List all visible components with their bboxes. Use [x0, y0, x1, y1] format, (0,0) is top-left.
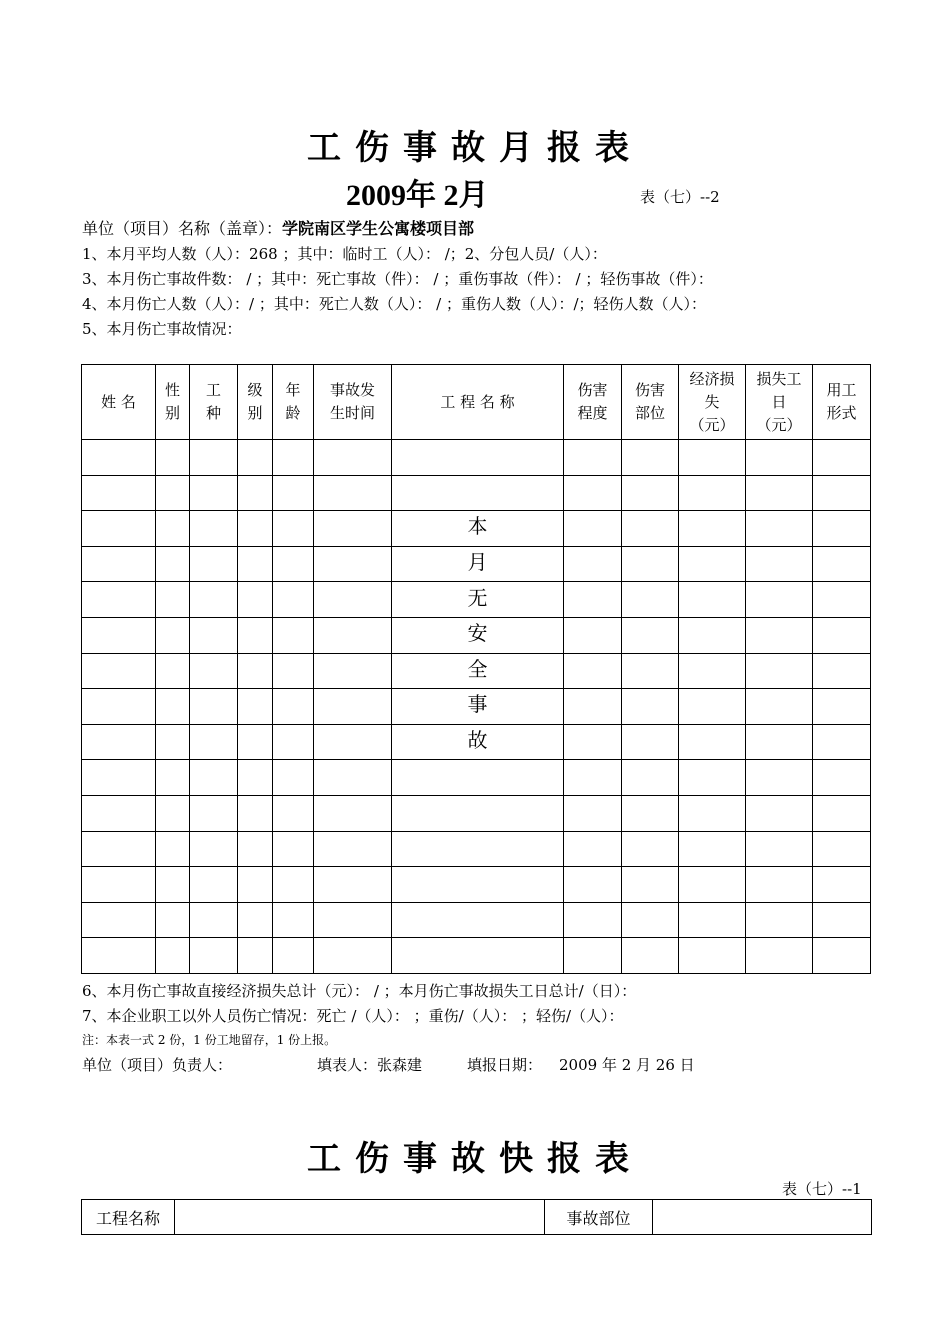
table-cell[interactable] — [314, 760, 392, 796]
table-cell[interactable] — [564, 902, 622, 938]
table-cell[interactable] — [813, 831, 871, 867]
table-cell[interactable] — [564, 760, 622, 796]
table-cell[interactable] — [238, 689, 273, 725]
column-header — [238, 365, 273, 440]
table-cell[interactable] — [679, 867, 746, 903]
no-accident-char: 故 — [467, 728, 488, 753]
period-year-unit: 年 — [406, 178, 436, 213]
table-cell[interactable] — [314, 795, 392, 831]
table-cell[interactable] — [273, 760, 314, 796]
column-header-text: 日 — [771, 392, 787, 411]
table-cell[interactable] — [679, 689, 746, 725]
table-row — [82, 938, 871, 974]
table-cell[interactable] — [156, 546, 190, 582]
table-cell[interactable] — [679, 582, 746, 618]
table-cell[interactable] — [190, 760, 238, 796]
table-cell[interactable] — [622, 689, 679, 725]
table-cell[interactable] — [190, 440, 238, 476]
table-cell[interactable] — [190, 689, 238, 725]
copies-note: 注：本表一式 2 份，1 份工地留存，1 份上报。 — [82, 1033, 337, 1047]
table-cell[interactable] — [746, 902, 813, 938]
table-cell[interactable] — [190, 938, 238, 974]
table-cell[interactable] — [273, 902, 314, 938]
table-row — [82, 902, 871, 938]
table-cell[interactable] — [273, 795, 314, 831]
table-header-row — [82, 365, 871, 440]
table-cell[interactable] — [813, 546, 871, 582]
table-cell[interactable] — [622, 475, 679, 511]
table-cell[interactable] — [392, 795, 564, 831]
table-cell[interactable] — [746, 653, 813, 689]
table-cell[interactable] — [273, 653, 314, 689]
table-cell[interactable] — [564, 582, 622, 618]
table-cell[interactable] — [813, 511, 871, 547]
table-cell[interactable] — [813, 582, 871, 618]
table-row — [82, 867, 871, 903]
table-row — [82, 440, 871, 476]
table-cell[interactable] — [622, 831, 679, 867]
table-cell[interactable] — [238, 902, 273, 938]
fill-date-value: 2009 年 2 月 26 日 — [559, 1056, 695, 1074]
table-cell[interactable] — [679, 902, 746, 938]
no-accident-char: 本 — [467, 514, 488, 539]
table-cell[interactable] — [238, 617, 273, 653]
table-cell[interactable] — [314, 724, 392, 760]
table-cell[interactable] — [564, 938, 622, 974]
no-accident-char: 全 — [467, 656, 488, 681]
table-cell[interactable] — [622, 938, 679, 974]
table-cell[interactable] — [314, 653, 392, 689]
column-header-text: 龄 — [285, 404, 301, 422]
table-cell[interactable] — [564, 511, 622, 547]
table-cell[interactable] — [314, 475, 392, 511]
table-cell[interactable] — [392, 440, 564, 476]
no-accident-char: 安 — [467, 621, 488, 646]
table-cell[interactable] — [314, 902, 392, 938]
table-cell[interactable] — [746, 795, 813, 831]
column-header-text: 姓 名 — [101, 392, 136, 411]
table-cell[interactable] — [622, 902, 679, 938]
table-cell[interactable] — [679, 938, 746, 974]
table-cell[interactable] — [392, 724, 564, 760]
column-header — [190, 365, 238, 440]
table-cell[interactable] — [314, 689, 392, 725]
table-cell[interactable] — [813, 724, 871, 760]
table-cell[interactable] — [82, 795, 156, 831]
table-cell[interactable] — [679, 653, 746, 689]
table-cell[interactable] — [813, 938, 871, 974]
project-name-label: 工程名称 — [82, 1200, 175, 1235]
table-cell[interactable] — [156, 440, 190, 476]
table-cell[interactable] — [392, 653, 564, 689]
table-cell[interactable] — [82, 938, 156, 974]
accident-location-field[interactable] — [653, 1200, 872, 1235]
table-cell[interactable] — [82, 617, 156, 653]
table-cell[interactable] — [156, 902, 190, 938]
table-cell[interactable] — [190, 724, 238, 760]
table-cell[interactable] — [564, 475, 622, 511]
table-cell[interactable] — [82, 760, 156, 796]
table-cell[interactable] — [564, 689, 622, 725]
column-header-text: 年 — [285, 381, 301, 399]
table-cell[interactable] — [273, 831, 314, 867]
table-cell[interactable] — [622, 617, 679, 653]
table-cell[interactable] — [238, 582, 273, 618]
column-header-text: 事故发 — [329, 381, 375, 399]
table-cell[interactable] — [238, 475, 273, 511]
column-header — [82, 365, 156, 440]
fill-date-label: 填报日期： — [467, 1056, 543, 1074]
column-header-text: 级 — [247, 381, 263, 399]
table-cell[interactable] — [238, 795, 273, 831]
table-cell[interactable] — [273, 689, 314, 725]
table-cell[interactable] — [564, 795, 622, 831]
table-cell[interactable] — [156, 475, 190, 511]
column-header — [392, 365, 564, 440]
table-cell[interactable] — [238, 440, 273, 476]
table-cell[interactable] — [156, 938, 190, 974]
table-cell[interactable] — [679, 440, 746, 476]
table-row — [82, 760, 871, 796]
table-cell[interactable] — [238, 760, 273, 796]
table-cell[interactable] — [564, 617, 622, 653]
column-header-text: （元） — [756, 415, 802, 434]
table-cell[interactable] — [392, 867, 564, 903]
column-header — [314, 365, 392, 440]
economic-loss-line: 6、本月伤亡事故直接经济损失总计（元）： / ；本月伤亡事故损失工日总计/（日）： — [82, 982, 637, 1000]
table-cell[interactable] — [156, 867, 190, 903]
table-cell[interactable] — [156, 582, 190, 618]
unit-name-value: 学院南区学生公寓楼项目部 — [282, 219, 475, 238]
table-cell[interactable] — [82, 902, 156, 938]
responsible-person-label: 单位（项目）负责人： — [82, 1056, 233, 1074]
table-cell[interactable] — [190, 902, 238, 938]
table-cell[interactable] — [622, 653, 679, 689]
table-cell[interactable] — [746, 511, 813, 547]
table-cell[interactable] — [156, 653, 190, 689]
table-cell[interactable] — [190, 511, 238, 547]
table-cell[interactable] — [392, 617, 564, 653]
table-cell[interactable] — [622, 867, 679, 903]
table-cell[interactable] — [238, 724, 273, 760]
table-cell[interactable] — [746, 582, 813, 618]
period-year: 2009 — [346, 179, 406, 212]
monthly-form-number: 表（七）--2 — [640, 188, 720, 206]
table-cell[interactable] — [314, 440, 392, 476]
table-cell[interactable] — [392, 902, 564, 938]
table-cell[interactable] — [564, 653, 622, 689]
column-header — [156, 365, 190, 440]
monthly-report-title: 工伤事故月报表 — [307, 128, 643, 168]
column-header — [273, 365, 314, 440]
casualty-count-line: 4、本月伤亡人数（人）：/ ；其中：死亡人数（人）： / ；重伤人数（人）：/；轻伤人数（人）： — [82, 295, 707, 313]
period-month-unit: 月 — [458, 178, 489, 213]
table-cell[interactable] — [190, 831, 238, 867]
table-cell[interactable] — [82, 475, 156, 511]
table-cell[interactable] — [679, 760, 746, 796]
table-cell[interactable] — [746, 760, 813, 796]
table-cell[interactable] — [622, 795, 679, 831]
no-accident-char: 事 — [467, 692, 488, 717]
column-header — [679, 365, 746, 440]
table-cell[interactable] — [314, 831, 392, 867]
table-cell[interactable] — [679, 617, 746, 653]
unit-name-label: 单位（项目）名称（盖章）： — [82, 219, 283, 238]
table-cell[interactable] — [564, 724, 622, 760]
table-cell[interactable] — [82, 689, 156, 725]
table-cell[interactable] — [679, 475, 746, 511]
table-cell[interactable] — [746, 689, 813, 725]
table-cell[interactable] — [622, 582, 679, 618]
table-cell[interactable] — [622, 724, 679, 760]
quick-report-title: 工伤事故快报表 — [307, 1139, 643, 1179]
table-cell[interactable] — [813, 795, 871, 831]
table-cell[interactable] — [813, 689, 871, 725]
table-cell[interactable] — [273, 546, 314, 582]
table-cell[interactable] — [156, 724, 190, 760]
table-cell[interactable] — [82, 653, 156, 689]
table-cell[interactable] — [392, 831, 564, 867]
table-cell[interactable] — [273, 938, 314, 974]
table-row — [82, 475, 871, 511]
table-cell[interactable] — [190, 546, 238, 582]
table-cell[interactable] — [238, 546, 273, 582]
table-cell[interactable] — [746, 475, 813, 511]
table-cell[interactable] — [564, 831, 622, 867]
table-row — [82, 546, 871, 582]
table-row — [82, 511, 871, 547]
filler-label: 填表人：张森建 — [317, 1056, 423, 1074]
table-cell[interactable] — [238, 938, 273, 974]
table-cell[interactable] — [273, 867, 314, 903]
table-cell[interactable] — [746, 831, 813, 867]
column-header — [564, 365, 622, 440]
table-cell[interactable] — [238, 511, 273, 547]
table-cell[interactable] — [314, 511, 392, 547]
table-cell[interactable] — [622, 440, 679, 476]
column-header-text: 用工 — [826, 381, 857, 399]
table-cell[interactable] — [273, 440, 314, 476]
table-cell[interactable] — [82, 546, 156, 582]
table-cell[interactable] — [190, 795, 238, 831]
column-header-text: 性 — [164, 381, 180, 399]
column-header — [622, 365, 679, 440]
table-cell[interactable] — [82, 867, 156, 903]
column-header-text: 伤害 — [577, 381, 608, 399]
table-cell[interactable] — [156, 795, 190, 831]
table-cell[interactable] — [679, 831, 746, 867]
table-cell[interactable] — [82, 831, 156, 867]
column-header — [813, 365, 871, 440]
accident-location-label: 事故部位 — [545, 1200, 653, 1235]
table-cell[interactable] — [746, 440, 813, 476]
average-headcount-line: 1、本月平均人数（人）：268 ；其中：临时工（人）： /；2、分包人员/（人）： — [82, 245, 607, 263]
report-period — [346, 170, 489, 214]
table-cell[interactable] — [622, 511, 679, 547]
table-cell[interactable] — [314, 582, 392, 618]
column-header-text: 形式 — [826, 404, 857, 422]
table-cell[interactable] — [190, 617, 238, 653]
accident-situation-line: 5、本月伤亡事故情况： — [82, 320, 242, 338]
table-cell[interactable] — [273, 511, 314, 547]
table-row — [82, 831, 871, 867]
table-cell[interactable] — [82, 511, 156, 547]
table-cell[interactable] — [622, 760, 679, 796]
table-cell[interactable] — [156, 511, 190, 547]
column-header-text: 经济损 — [689, 369, 735, 388]
table-cell[interactable] — [314, 938, 392, 974]
column-header-text: 损失工 — [756, 369, 802, 388]
table-cell[interactable] — [813, 867, 871, 903]
table-cell[interactable] — [392, 511, 564, 547]
table-cell[interactable] — [273, 617, 314, 653]
period-month: 2 — [443, 179, 459, 212]
table-cell[interactable] — [746, 867, 813, 903]
table-cell[interactable] — [82, 724, 156, 760]
table-cell[interactable] — [156, 831, 190, 867]
table-cell[interactable] — [392, 938, 564, 974]
accident-count-line: 3、本月伤亡事故件数： / ；其中：死亡事故（件）： / ；重伤事故（件）： / ；轻伤事故（件）： — [82, 270, 713, 288]
no-accident-char: 无 — [467, 585, 488, 610]
table-cell[interactable] — [813, 760, 871, 796]
accident-table — [81, 364, 871, 974]
table-cell[interactable] — [392, 689, 564, 725]
table-cell[interactable] — [622, 546, 679, 582]
table-cell[interactable] — [813, 440, 871, 476]
table-row — [82, 689, 871, 725]
table-cell[interactable] — [813, 653, 871, 689]
no-accident-char: 月 — [467, 550, 488, 575]
table-cell[interactable] — [564, 546, 622, 582]
non-employee-casualty-line: 7、本企业职工以外人员伤亡情况：死亡 /（人）： ；重伤/（人）： ；轻伤/（人）： — [82, 1007, 624, 1025]
table-cell[interactable] — [746, 724, 813, 760]
table-cell[interactable] — [273, 724, 314, 760]
column-header — [746, 365, 813, 440]
table-cell[interactable] — [238, 867, 273, 903]
table-cell[interactable] — [564, 440, 622, 476]
table-row — [82, 724, 871, 760]
quick-report-table — [81, 1199, 872, 1235]
quick-form-number: 表（七）--1 — [782, 1180, 862, 1198]
table-cell[interactable] — [392, 546, 564, 582]
column-header-text: 种 — [205, 404, 221, 422]
column-header-text: 部位 — [634, 404, 665, 422]
column-header-text: 伤害 — [634, 381, 665, 399]
column-header-text: 工 — [205, 381, 221, 399]
table-cell[interactable] — [190, 582, 238, 618]
table-cell[interactable] — [314, 546, 392, 582]
table-cell[interactable] — [392, 760, 564, 796]
unit-name-line — [82, 216, 474, 239]
table-cell[interactable] — [238, 653, 273, 689]
column-header-text: 工 程 名 称 — [440, 392, 515, 411]
table-cell[interactable] — [273, 475, 314, 511]
table-row — [82, 617, 871, 653]
table-row — [82, 795, 871, 831]
table-cell[interactable] — [273, 582, 314, 618]
table-cell[interactable] — [564, 867, 622, 903]
column-header-text: 失 — [704, 392, 720, 411]
project-name-field[interactable] — [175, 1200, 545, 1235]
table-cell[interactable] — [679, 795, 746, 831]
table-cell[interactable] — [190, 653, 238, 689]
table-cell[interactable] — [156, 689, 190, 725]
table-row — [82, 582, 871, 618]
table-cell[interactable] — [314, 617, 392, 653]
table-cell[interactable] — [190, 867, 238, 903]
table-cell[interactable] — [813, 902, 871, 938]
column-header-text: 别 — [164, 404, 180, 422]
table-cell[interactable] — [156, 617, 190, 653]
table-row — [82, 653, 871, 689]
table-cell[interactable] — [82, 582, 156, 618]
table-cell[interactable] — [746, 938, 813, 974]
table-cell[interactable] — [746, 546, 813, 582]
table-cell[interactable] — [190, 475, 238, 511]
column-header-text: 程度 — [577, 404, 608, 422]
table-cell[interactable] — [813, 617, 871, 653]
table-cell[interactable] — [392, 582, 564, 618]
table-cell[interactable] — [82, 440, 156, 476]
table-cell[interactable] — [314, 867, 392, 903]
column-header-text: 别 — [247, 404, 263, 422]
table-cell[interactable] — [238, 831, 273, 867]
table-cell[interactable] — [679, 546, 746, 582]
column-header-text: （元） — [689, 415, 735, 434]
table-cell[interactable] — [679, 724, 746, 760]
table-cell[interactable] — [156, 760, 190, 796]
table-cell[interactable] — [813, 475, 871, 511]
column-header-text: 生时间 — [329, 404, 375, 422]
table-cell[interactable] — [679, 511, 746, 547]
table-cell[interactable] — [392, 475, 564, 511]
table-cell[interactable] — [746, 617, 813, 653]
